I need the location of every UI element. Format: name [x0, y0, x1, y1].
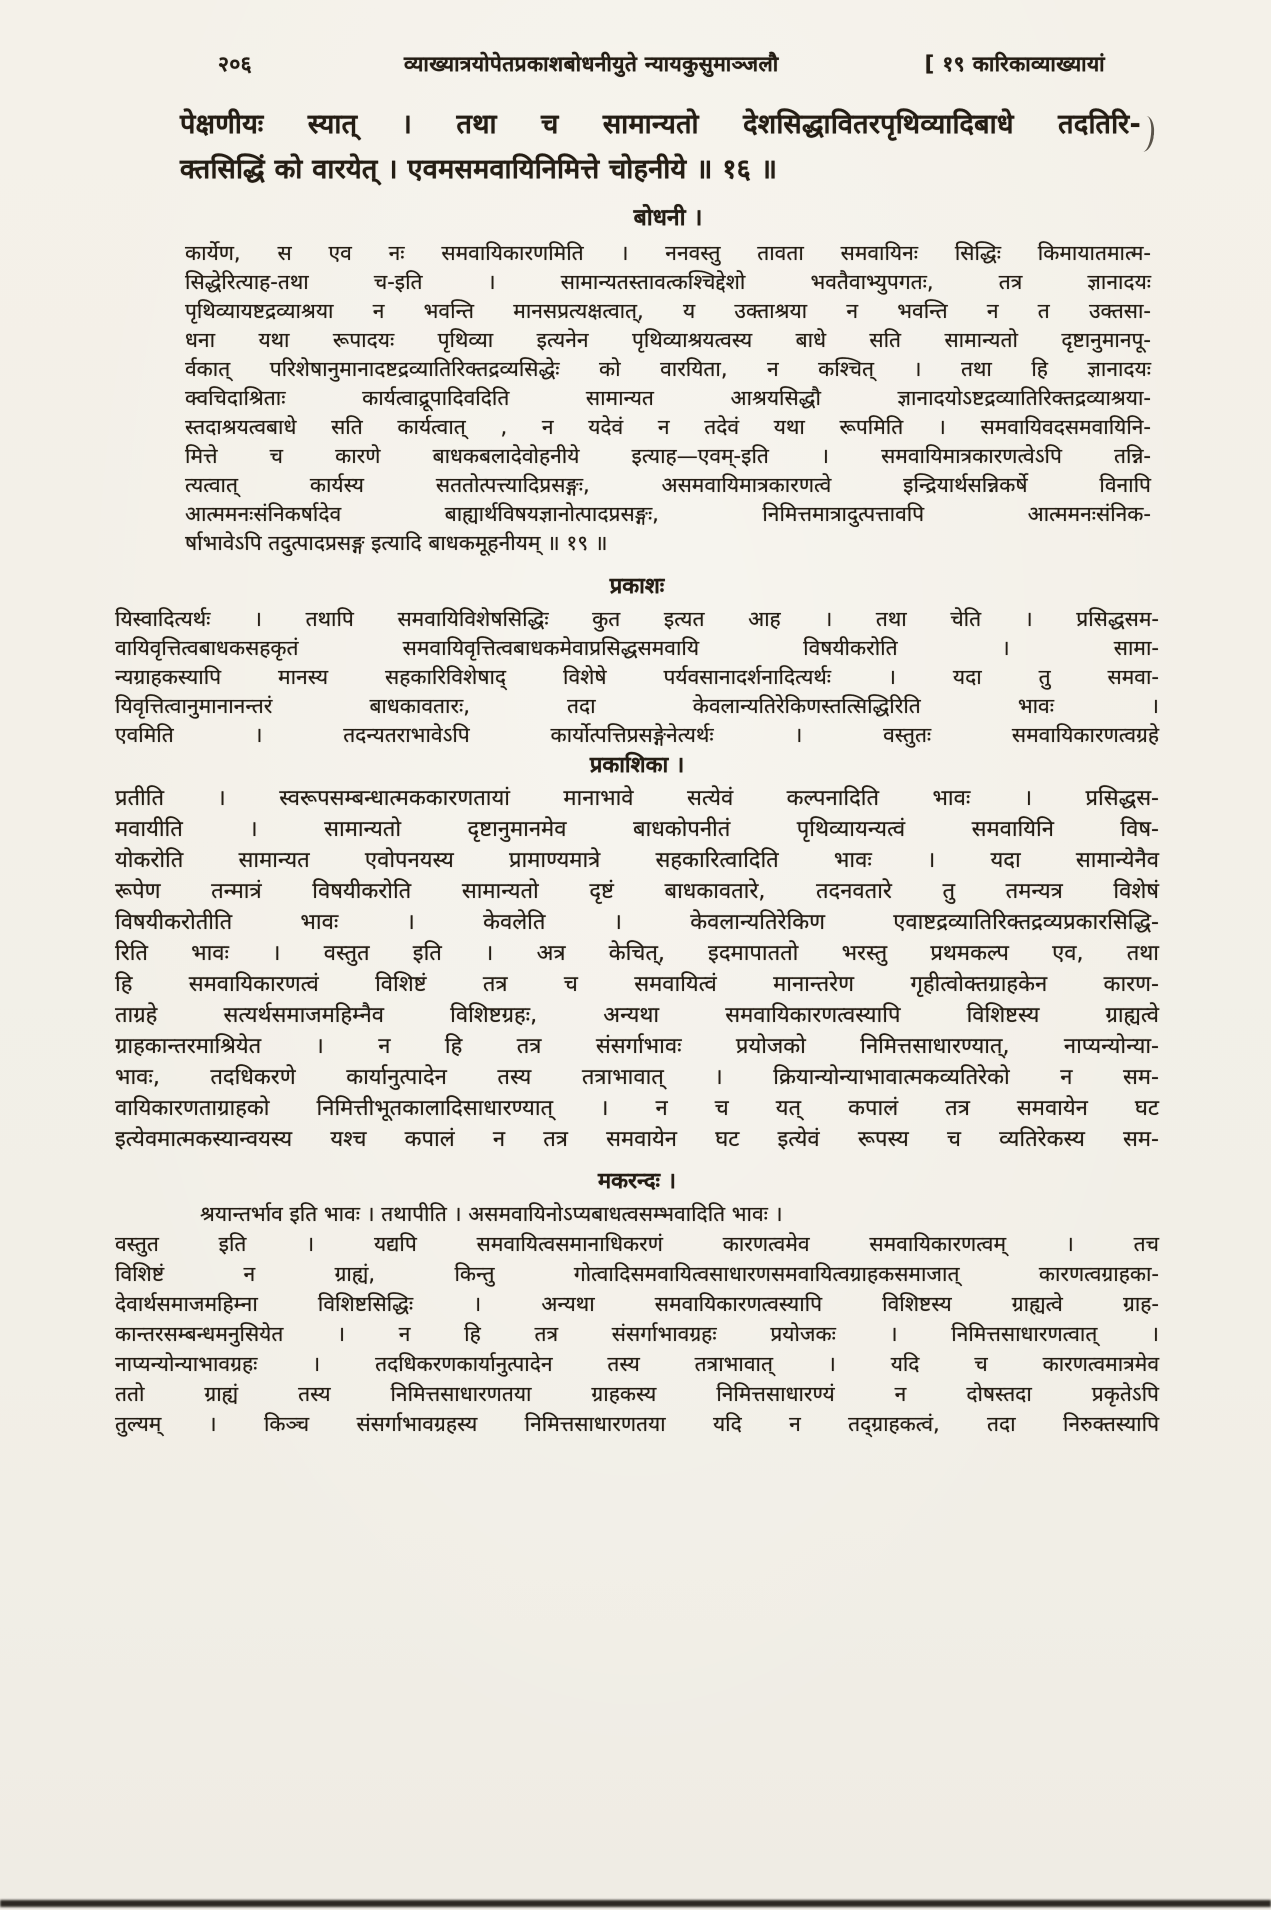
text-line: यिस्वादित्यर्थः । तथापि समवायिविशेषसिद्धिः कुत इत्यत आह । तथा चेति । प्रसिद्धसम- [115, 607, 1159, 631]
text-line: प्रतीति । स्वरूपसम्बन्धात्मककारणतायां मानाभावे सत्येवं कल्पनादिति भावः । प्रसिद्धस- [115, 786, 1159, 811]
text-line: योकरोति सामान्यत एवोपनयस्य प्रामाण्यमात्रे सहकारित्वादिति भावः । यदा सामान्येनैव [115, 848, 1159, 873]
text-line: र्षाभावेऽपि तदुत्पादप्रसङ्ग इत्यादि बाधकमूहनीयम् ॥ १९ ॥ [185, 531, 608, 555]
text-line: देवार्थसमाजमहिम्ना विशिष्टसिद्धिः । अन्यथा समवायिकारणत्वस्यापि विशिष्टस्य ग्राह्यत्वे ग्राह- [115, 1292, 1159, 1316]
text-line: ततो ग्राह्यं तस्य निमित्तसाधारणतया ग्राहकस्य निमित्तसाधारण्यं न दोषस्तदा प्रकृतेऽपि [115, 1382, 1159, 1406]
karika-reference: [ १९ कारिकाव्याख्यायां [924, 52, 1105, 76]
section-body [115, 1229, 1159, 1439]
page-number: २०६ [218, 52, 252, 76]
text-line: ग्राहकान्तरमाश्रियेत । न हि तत्र संसर्गाभावः प्रयोजको निमित्तसाधारण्यात्, नाप्यन्योन्या- [115, 1034, 1159, 1059]
text-line: कार्येण, स एव नः समवायिकारणमिति । ननवस्तु तावता समवायिनः सिद्धिः किमायातमात्म- [185, 241, 1151, 265]
book-title: व्याख्यात्रयोपेतप्रकाशबोधनीयुते न्यायकुसुमाञ्जलौ [404, 52, 779, 76]
text-line: धना यथा रूपादयः पृथिव्या इत्यनेन पृथिव्याश्रयत्वस्य बाधे सति सामान्यतो दृष्टानुमानपू- [185, 328, 1151, 352]
text-line: भावः, तदधिकरणे कार्यानुत्पादेन तस्य तत्राभावात् । क्रियान्योन्याभावात्मकव्यतिरेको न सम- [115, 1065, 1159, 1090]
section-heading: प्रकाशिका । [589, 753, 685, 778]
section-heading: बोधनी । [633, 205, 703, 231]
text-line: ताग्रहे सत्यर्थसमाजमहिम्नैव विशिष्टग्रहः, अन्यथा समवायिकारणत्वस्यापि विशिष्टस्य ग्राह्यत्वे [115, 1003, 1159, 1028]
section-body [185, 239, 1151, 529]
text-line: श्रयान्तर्भाव इति भावः । तथापीति । असमवायिनोऽप्यबाधत्वसम्भवादिति भावः । [200, 1202, 783, 1226]
scanner-edge [0, 1900, 1271, 1907]
text-line: सिद्धेरित्याह-तथा च-इति । सामान्यतस्तावत्कश्चिद्देशो भवतैवाभ्युपगतः, तत्र ज्ञानादयः [185, 270, 1151, 294]
text-line: वस्तुत इति । यद्यपि समवायित्वसमानाधिकरणं कारणत्वमेव समवायिकारणत्वम् । तच [115, 1232, 1159, 1256]
text-line: क्वचिदाश्रिताः कार्यत्वाद्रूपादिवदिति सामान्यत आश्रयसिद्धौ ज्ञानादयोऽष्टद्रव्यातिरिक्तद्रव्याश्रया- [185, 386, 1151, 410]
text-line: विशिष्टं न ग्राह्यं, किन्तु गोत्वादिसमवायित्वसाधारणसमवायित्वग्राहकसमाजात् कारणत्वग्राहका- [115, 1262, 1159, 1286]
text-line: एवमिति । तदन्यतराभावेऽपि कार्योत्पत्तिप्रसङ्गेनेत्यर्थः । वस्तुतः समवायिकारणत्वग्रहे [115, 723, 1159, 747]
running-header [0, 0, 1271, 78]
text-line: कान्तरसम्बन्धमनुसियेत । न हि तत्र संसर्गाभावग्रहः प्रयोजकः । निमित्तसाधारणत्वात् । [115, 1322, 1159, 1346]
text-line: हि समवायिकारणत्वं विशिष्टं तत्र च समवायित्वं मानान्तरेण गृहीत्वोक्तग्राहकेन कारण- [115, 972, 1159, 997]
section-heading: प्रकाशः [609, 574, 665, 599]
text-line: रूपेण तन्मात्रं विषयीकरोति सामान्यतो दृष्टं बाधकावतारे, तदनवतारे तु तमन्यत्र विशेषं [115, 879, 1159, 904]
ink-smudge [1136, 115, 1156, 152]
mula-body [180, 102, 1141, 147]
text-line: स्तदाश्रयत्वबाधे सति कार्यत्वात् , न यदेवं न तदेवं यथा रूपमिति । समवायिवदसमवायिनि- [185, 415, 1151, 439]
text-line: नाप्यन्योन्याभावग्रहः । तदधिकरणकार्यानुत्पादेन तस्य तत्राभावात् । यदि च कारणत्वमात्रमेव [115, 1352, 1159, 1376]
text-line: मित्ते च कारणे बाधकबलादेवोहनीये इत्याह—एवम्-इति । समवायिमात्रकारणत्वेऽपि तन्नि- [185, 444, 1151, 468]
section-heading: मकरन्दः । [598, 1169, 676, 1194]
text-line: वायिवृत्तित्वबाधकसहकृतं समवायिवृत्तित्वबाधकमेवाप्रसिद्धसमवायि विषयीकरोति । सामा- [115, 636, 1159, 660]
mula-verse-text [180, 102, 1141, 192]
text-line: वायिकारणताग्राहको निमित्तीभूतकालादिसाधारण्यात् । न च यत् कपालं तत्र समवायेन घट [115, 1096, 1159, 1121]
text-line: यिवृत्तित्वानुमानानन्तरं बाधकावतारः, तदा केवलान्यतिरेकिणस्तत्सिद्धिरिति भावः । [115, 694, 1159, 718]
section-bodhani [185, 204, 1151, 558]
section-body [115, 783, 1159, 1155]
section-body [115, 605, 1159, 750]
text-line: विषयीकरोतीति भावः । केवलेति । केवलान्यतिरेकिण एवाष्टद्रव्यातिरिक्तद्रव्यप्रकारसिद्धि- [115, 910, 1159, 935]
text-line: रिति भावः । वस्तुत इति । अत्र केचित्, इदमापाततो भरस्तु प्रथमकल्प एव, तथा [115, 941, 1159, 966]
text-line: मवायीति । सामान्यतो दृष्टानुमानमेव बाधकोपनीतं पृथिव्यायन्यत्वं समवायिनि विष- [115, 817, 1159, 842]
text-line: क्तसिद्धिं को वारयेत् । एवमसमवायिनिमित्ते चोहनीये ॥ १६ ॥ [180, 154, 778, 185]
text-line: आत्ममनःसंनिकर्षादेव बाह्यार्थविषयज्ञानोत्पादप्रसङ्गः, निमित्तमात्रादुत्पत्तावपि आत्ममनःसंनिक- [185, 502, 1151, 526]
section-prakasha [115, 572, 1159, 750]
text-line: त्यत्वात् कार्यस्य सततोत्पत्त्यादिप्रसङ्गः, असमवायिमात्रकारणत्वे इन्द्रियार्थसन्निकर्षे विनापि [185, 473, 1151, 497]
text-line: इत्येवमात्मकस्यान्वयस्य यश्च कपालं न तत्र समवायेन घट इत्येवं रूपस्य च व्यतिरेकस्य सम- [115, 1127, 1159, 1152]
text-line: पृथिव्यायष्टद्रव्याश्रया न भवन्ति मानसप्रत्यक्षत्वात्, य उक्ताश्रया न भवन्ति न त उक्तसा- [185, 299, 1151, 323]
section-prakasika [115, 750, 1159, 1155]
text-line: र्वकात् परिशेषानुमानादष्टद्रव्यातिरिक्तद्रव्यसिद्धेः को वारयिता, न कश्चित् । तथा हि ज्ञानादयः [185, 357, 1151, 381]
text-line: न्यग्राहकस्यापि मानस्य सहकारिविशेषाद् विशेषे पर्यवसानादर्शनादित्यर्थः । यदा तु समवा- [115, 665, 1159, 689]
section-makaranda [115, 1167, 1159, 1439]
text-line: तुल्यम् । किञ्च संसर्गाभावग्रहस्य निमित्तसाधारणतया यदि न तद्ग्राहकत्वं, तदा निरुक्तस्यापि [115, 1412, 1159, 1436]
text-line: पेक्षणीयः स्यात् । तथा च सामान्यतो देशसिद्धावितरपृथिव्यादिबाधे तदतिरि- [180, 109, 1141, 140]
